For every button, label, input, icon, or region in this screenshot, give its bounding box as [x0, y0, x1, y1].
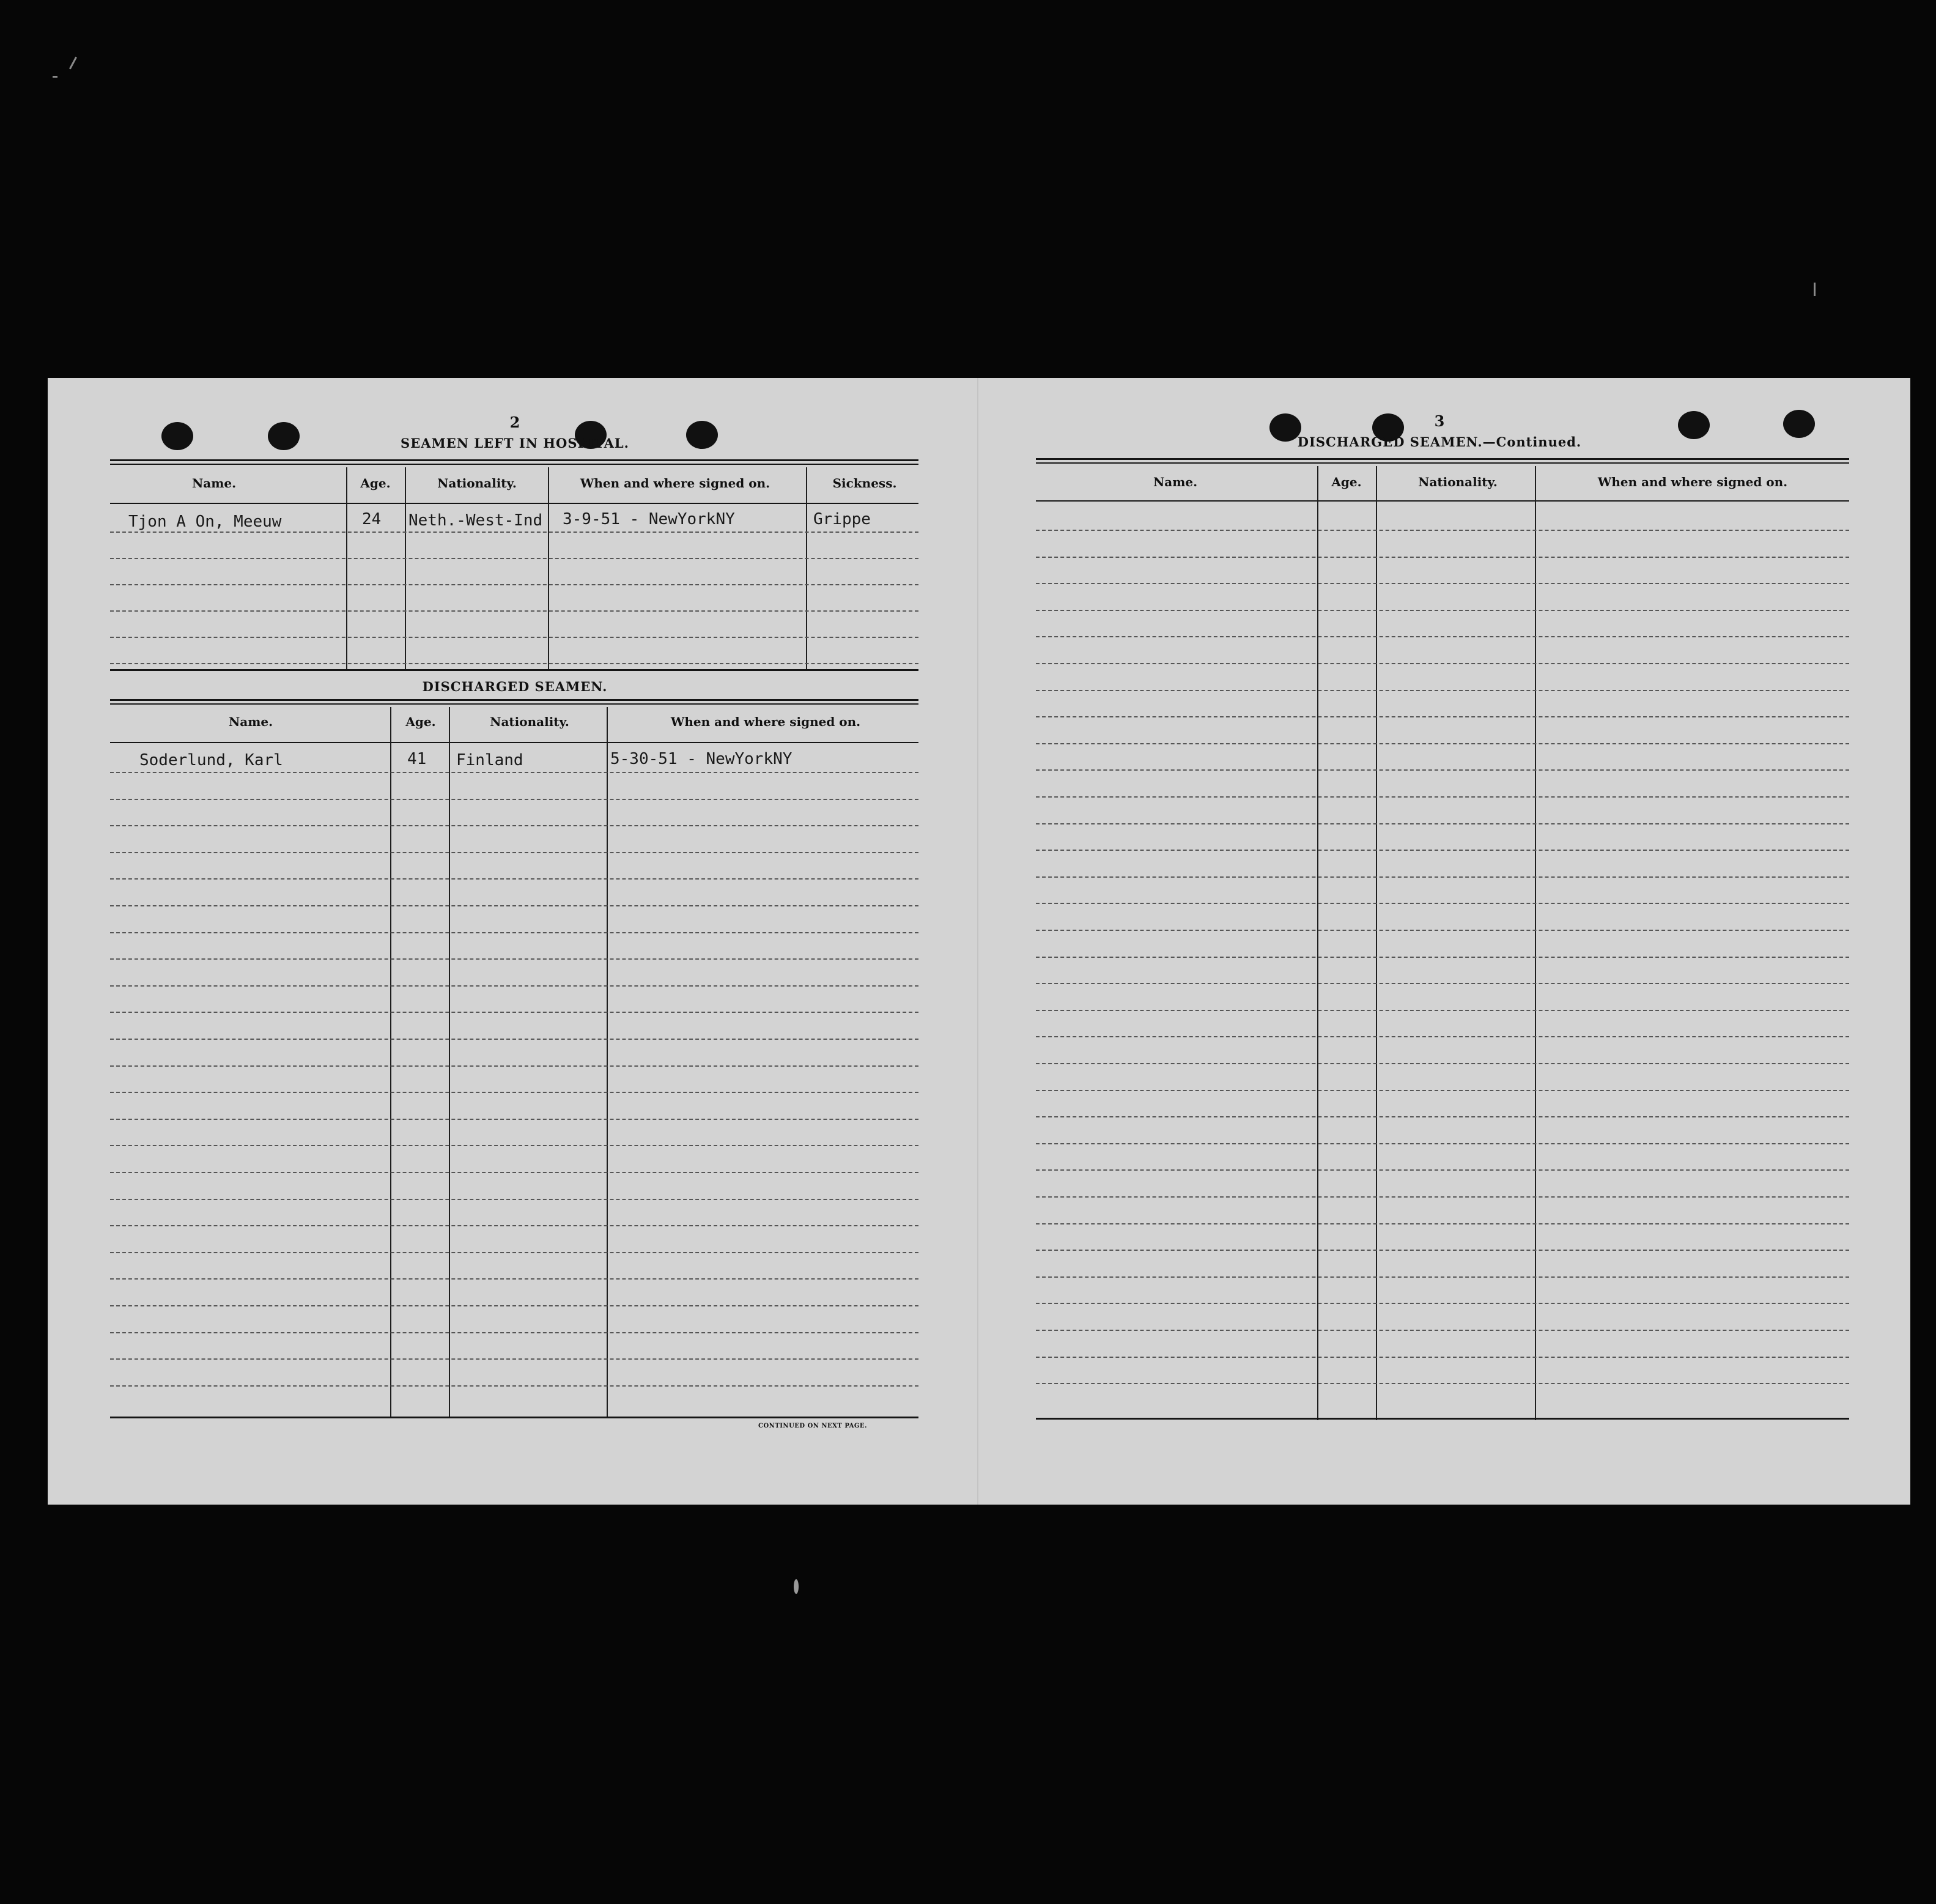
- right-row-line: [1036, 743, 1849, 744]
- punch-hole: [161, 422, 193, 450]
- discharged-row-age: 41: [407, 750, 427, 768]
- hospital-header-rule: [110, 503, 918, 504]
- hospital-col-signed-on: When and where signed on.: [580, 476, 770, 491]
- discharged-row-name: Soderlund, Karl: [139, 751, 283, 769]
- punch-hole: [686, 421, 718, 449]
- right-row-line: [1036, 1169, 1849, 1171]
- hospital-col-divider: [405, 467, 406, 669]
- hospital-row-line: [110, 663, 918, 664]
- discharged-row-line: [110, 905, 918, 906]
- discharged-row-line: [110, 1145, 918, 1146]
- continued-note: CONTINUED ON NEXT PAGE.: [758, 1423, 868, 1429]
- hospital-row-name: Tjon A On, Meeuw: [128, 513, 282, 531]
- hospital-col-nationality: Nationality.: [437, 476, 517, 491]
- discharged-col-age: Age.: [405, 714, 436, 729]
- right-row-line: [1036, 610, 1849, 611]
- right-row-line: [1036, 1196, 1849, 1198]
- hospital-col-divider: [806, 467, 807, 669]
- hospital-row-sickness: Grippe: [813, 510, 871, 528]
- right-row-line: [1036, 930, 1849, 931]
- discharged-col-signed-on: When and where signed on.: [670, 714, 861, 729]
- hospital-top-rule: [110, 464, 918, 465]
- right-row-line: [1036, 1276, 1849, 1278]
- discharged-row-line: [110, 958, 918, 960]
- discharged-row-signed-on: 5-30-51 - NewYorkNY: [610, 750, 793, 768]
- right-row-line: [1036, 1357, 1849, 1358]
- discharged-row-line: [110, 1278, 918, 1280]
- discharged-row-line: [110, 1039, 918, 1040]
- right-header-rule: [1036, 500, 1849, 502]
- hospital-row-line: [110, 558, 918, 559]
- hospital-row-age: 24: [362, 510, 382, 528]
- discharged-row-line: [110, 1252, 918, 1253]
- hospital-col-sickness: Sickness.: [832, 476, 897, 491]
- hospital-col-name: Name.: [191, 476, 237, 491]
- discharged-row-line: [110, 799, 918, 800]
- discharged-col-nationality: Nationality.: [490, 714, 569, 729]
- right-row-line: [1036, 876, 1849, 878]
- discharged-col-divider: [607, 707, 608, 1417]
- scan-speck: [69, 57, 77, 70]
- discharged-row-line: [110, 985, 918, 987]
- discharged-row-line: [110, 1385, 918, 1387]
- discharged-col-divider: [449, 707, 450, 1417]
- discharged-row-line: [110, 1012, 918, 1013]
- discharged-row-line: [110, 932, 918, 933]
- right-row-line: [1036, 1250, 1849, 1251]
- hospital-top-rule: [110, 459, 918, 461]
- right-row-line: [1036, 1063, 1849, 1064]
- paper-sheet: [48, 378, 1910, 1505]
- right-top-rule: [1036, 462, 1849, 464]
- discharged-row-line: [110, 852, 918, 853]
- right-row-line: [1036, 1010, 1849, 1011]
- hospital-row-nationality: Neth.-West-Ind: [408, 511, 543, 530]
- right-row-line: [1036, 530, 1849, 531]
- punch-hole: [268, 422, 300, 450]
- right-row-line: [1036, 690, 1849, 691]
- right-row-line: [1036, 557, 1849, 558]
- punch-hole: [1783, 410, 1815, 438]
- hospital-section-title: SEAMEN LEFT IN HOSPITAL.: [401, 435, 629, 451]
- right-col-signed-on: When and where signed on.: [1597, 475, 1788, 489]
- right-col-age: Age.: [1331, 475, 1362, 489]
- discharged-row-line: [110, 1119, 918, 1120]
- scan-speck: [794, 1579, 799, 1594]
- discharged-col-name: Name.: [228, 714, 273, 729]
- right-col-name: Name.: [1153, 475, 1198, 489]
- discharged-row-line: [110, 1358, 918, 1360]
- right-row-line: [1036, 1383, 1849, 1384]
- right-col-nationality: Nationality.: [1418, 475, 1498, 489]
- discharged-row-line: [110, 1065, 918, 1067]
- discharged-row-line: [110, 1305, 918, 1306]
- discharged-row-line: [110, 1332, 918, 1333]
- left-page-number: 2: [509, 413, 520, 431]
- discharged-top-rule: [110, 699, 918, 701]
- right-bottom-rule: [1036, 1418, 1849, 1420]
- hospital-bottom-rule: [110, 669, 918, 671]
- right-row-line: [1036, 1116, 1849, 1117]
- discharged-row-line: [110, 1225, 918, 1226]
- right-row-line: [1036, 636, 1849, 637]
- right-row-line: [1036, 823, 1849, 824]
- right-row-line: [1036, 850, 1849, 851]
- right-row-line: [1036, 1143, 1849, 1144]
- discharged-row-line: [110, 1172, 918, 1173]
- hospital-row-line: [110, 584, 918, 585]
- right-row-line: [1036, 769, 1849, 771]
- discharged-header-rule: [110, 742, 918, 743]
- hospital-row-signed-on: 3-9-51 - NewYorkNY: [563, 510, 735, 528]
- discharged-row-line: [110, 878, 918, 880]
- right-row-line: [1036, 796, 1849, 798]
- center-fold: [977, 378, 978, 1505]
- discharged-row-line: [110, 1199, 918, 1200]
- discharged-row-line: [110, 825, 918, 826]
- right-top-rule: [1036, 458, 1849, 460]
- discharged-row-nationality: Finland: [456, 751, 523, 769]
- right-row-line: [1036, 903, 1849, 904]
- punch-hole: [1678, 411, 1710, 439]
- hospital-row-line: [110, 532, 918, 533]
- right-row-line: [1036, 716, 1849, 717]
- hospital-row-line: [110, 637, 918, 638]
- discharged-section-title: DISCHARGED SEAMEN.: [422, 679, 608, 694]
- punch-hole: [1269, 413, 1301, 442]
- right-row-line: [1036, 1090, 1849, 1091]
- right-row-line: [1036, 1330, 1849, 1331]
- hospital-col-divider: [548, 467, 549, 669]
- right-page-number: 3: [1434, 412, 1445, 430]
- discharged-top-rule: [110, 703, 918, 705]
- scan-speck: [53, 76, 57, 78]
- scan-speck: [1814, 283, 1816, 296]
- right-row-line: [1036, 1223, 1849, 1224]
- right-row-line: [1036, 583, 1849, 584]
- right-row-line: [1036, 957, 1849, 958]
- right-row-line: [1036, 663, 1849, 664]
- hospital-row-line: [110, 610, 918, 612]
- discharged-row-line: [110, 772, 918, 773]
- hospital-col-divider: [346, 467, 347, 669]
- hospital-col-age: Age.: [360, 476, 391, 491]
- right-row-line: [1036, 983, 1849, 984]
- right-section-title: DISCHARGED SEAMEN.—Continued.: [1297, 434, 1582, 450]
- right-row-line: [1036, 1303, 1849, 1304]
- discharged-bottom-rule: [110, 1417, 918, 1418]
- right-row-line: [1036, 1036, 1849, 1037]
- discharged-row-line: [110, 1092, 918, 1093]
- discharged-col-divider: [390, 707, 391, 1417]
